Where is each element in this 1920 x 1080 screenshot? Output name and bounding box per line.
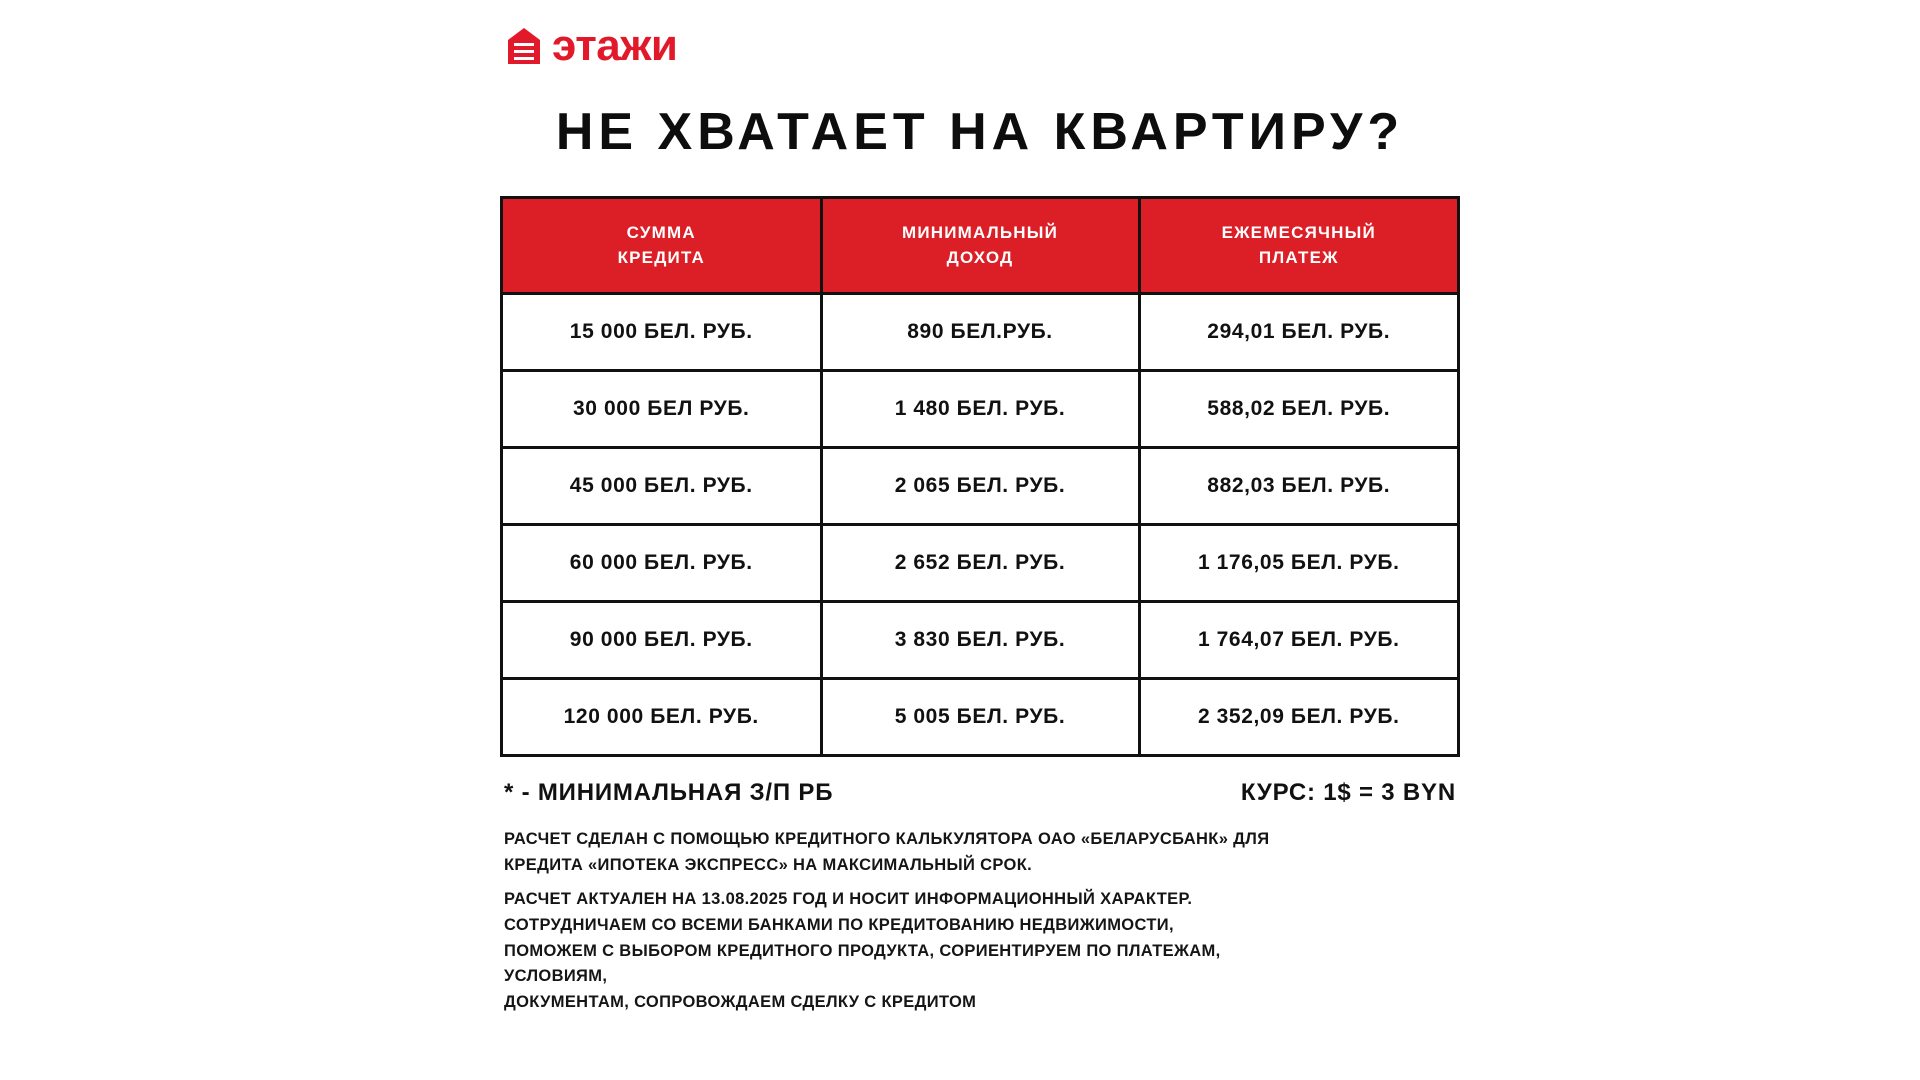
fineprint-line: РАСЧЕТ СДЕЛАН С ПОМОЩЬЮ КРЕДИТНОГО КАЛЬКУЛЯТОРА ОАО «БЕЛАРУСБАНК» ДЛЯ — [504, 830, 1270, 849]
fineprint-line: ПОМОЖЕМ С ВЫБОРОМ КРЕДИТНОГО ПРОДУКТА, СОРИЕНТИРУЕМ ПО ПЛАТЕЖАМ, — [504, 941, 1221, 960]
note-exchange-rate: КУРС: 1$ = 3 BYN — [1240, 779, 1456, 807]
notes-row — [500, 779, 1460, 807]
table-row — [503, 525, 1457, 602]
cell-min-income: 1 480 БЕЛ. РУБ. — [821, 371, 1139, 448]
table-head — [503, 199, 1457, 294]
column-header-line: КРЕДИТА — [617, 247, 705, 267]
cell-loan-amount: 120 000 БЕЛ. РУБ. — [503, 679, 821, 755]
column-header-min-income — [821, 199, 1139, 294]
cell-min-income: 3 830 БЕЛ. РУБ. — [821, 602, 1139, 679]
cell-monthly-payment: 1 176,05 БЕЛ. РУБ. — [1139, 525, 1457, 602]
credit-table — [503, 199, 1457, 754]
table-row — [503, 448, 1457, 525]
poster-content — [500, 0, 1460, 1015]
column-header-line: ЕЖЕМЕСЯЧНЫЙ — [1221, 223, 1376, 242]
cell-monthly-payment: 2 352,09 БЕЛ. РУБ. — [1139, 679, 1457, 755]
fineprint-line: ДОКУМЕНТАМ, СОПРОВОЖДАЕМ СДЕЛКУ С КРЕДИТОМ — [504, 992, 977, 1011]
cell-loan-amount: 90 000 БЕЛ. РУБ. — [503, 602, 821, 679]
cell-min-income: 2 065 БЕЛ. РУБ. — [821, 448, 1139, 525]
fineprint-line: КРЕДИТА «ИПОТЕКА ЭКСПРЕСС» НА МАКСИМАЛЬНЫЙ СРОК. — [504, 855, 1033, 874]
cell-monthly-payment: 882,03 БЕЛ. РУБ. — [1139, 448, 1457, 525]
fineprint-line: СОТРУДНИЧАЕМ СО ВСЕМИ БАНКАМИ ПО КРЕДИТОВАНИЮ НЕДВИЖИМОСТИ, — [504, 915, 1174, 934]
fineprint-line: УСЛОВИЯМ, — [504, 967, 608, 986]
column-header-line: ДОХОД — [946, 247, 1014, 267]
table-row — [503, 602, 1457, 679]
column-header-line: МИНИМАЛЬНЫЙ — [901, 223, 1058, 242]
credit-table-wrapper — [500, 196, 1460, 757]
cell-loan-amount: 15 000 БЕЛ. РУБ. — [503, 294, 821, 371]
cell-monthly-payment: 1 764,07 БЕЛ. РУБ. — [1139, 602, 1457, 679]
table-row — [503, 294, 1457, 371]
table-body — [503, 294, 1457, 755]
cell-monthly-payment: 588,02 БЕЛ. РУБ. — [1139, 371, 1457, 448]
cell-loan-amount: 60 000 БЕЛ. РУБ. — [503, 525, 821, 602]
column-header-monthly-payment — [1139, 199, 1457, 294]
fineprint-line: РАСЧЕТ АКТУАЛЕН НА 13.08.2025 ГОД И НОСИТ ИНФОРМАЦИОННЫЙ ХАРАКТЕР. — [504, 890, 1193, 909]
column-header-loan-amount — [503, 199, 821, 294]
fineprint-block — [500, 827, 1460, 1015]
cell-min-income: 5 005 БЕЛ. РУБ. — [821, 679, 1139, 755]
building-icon — [506, 27, 542, 65]
page-title: НЕ ХВАТАЕТ НА КВАРТИРУ? — [555, 103, 1405, 161]
cell-loan-amount: 30 000 БЕЛ РУБ. — [503, 371, 821, 448]
table-row — [503, 371, 1457, 448]
column-header-line: ПЛАТЕЖ — [1258, 247, 1339, 267]
table-row — [503, 679, 1457, 755]
table-header-row — [503, 199, 1457, 294]
cell-min-income: 890 БЕЛ.РУБ. — [821, 294, 1139, 371]
brand-name: этажи — [552, 21, 678, 70]
cell-min-income: 2 652 БЕЛ. РУБ. — [821, 525, 1139, 602]
note-minimum-salary: * - МИНИМАЛЬНАЯ З/П РБ — [504, 779, 834, 807]
brand-logo[interactable] — [500, 0, 1460, 68]
cell-loan-amount: 45 000 БЕЛ. РУБ. — [503, 448, 821, 525]
column-header-line: СУММА — [626, 223, 696, 242]
cell-monthly-payment: 294,01 БЕЛ. РУБ. — [1139, 294, 1457, 371]
